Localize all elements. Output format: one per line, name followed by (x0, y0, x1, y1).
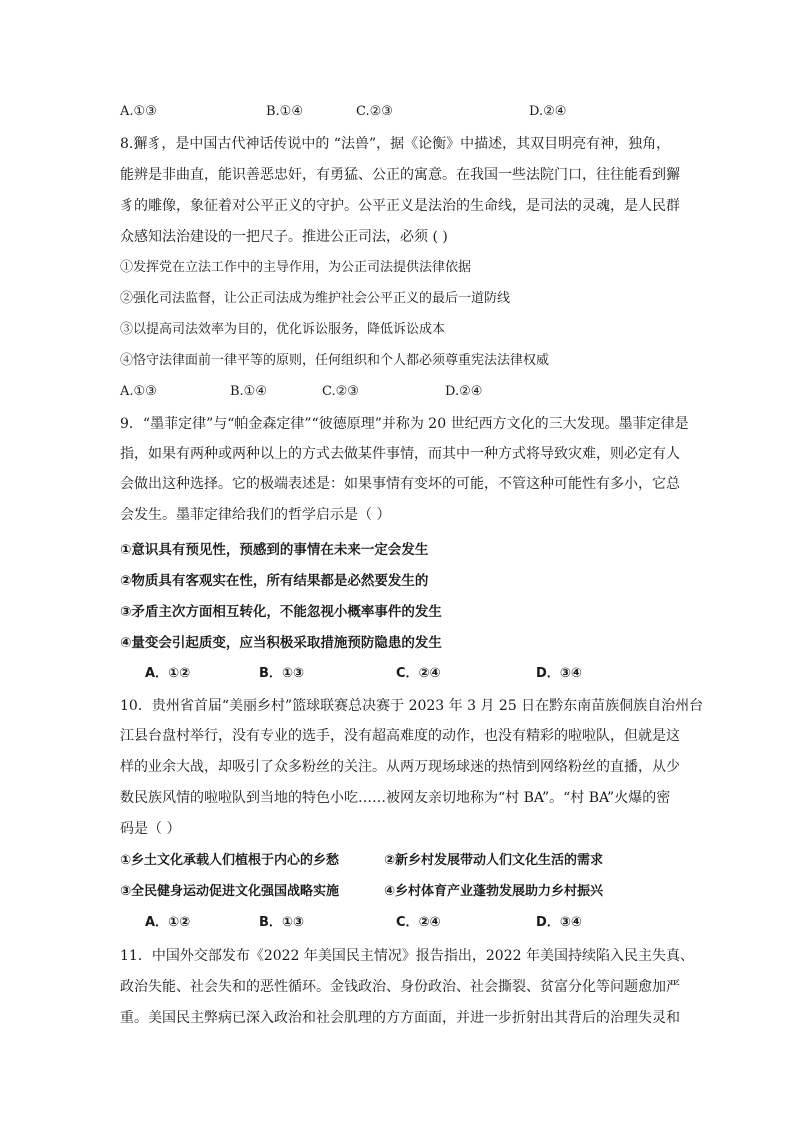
q10-statement: ①乡土文化承载人们植根于内心的乡愁 (120, 853, 340, 868)
q8-stem-line: 豸的雕像，象征着对公平正义的守护。公平正义是法治的生命线，是司法的灵魂，是人民群 (120, 198, 680, 214)
q9-option-c: C．②④ (396, 666, 441, 681)
q10-stem-line: 样的业余大战，却吸引了众多粉丝的关注。从两万现场球迷的热情到网络粉丝的直播，从少 (120, 759, 680, 775)
q9-stem-line: 会发生。墨菲定律给我们的哲学启示是（ ） (120, 507, 391, 523)
q7-option-d: D.②④ (529, 104, 567, 119)
q8-option-b: B.①④ (230, 384, 267, 399)
q7-option-c: C.②③ (356, 104, 393, 119)
q11-stem-line: 政治失能、社会失和的恶性循环。金钱政治、身份政治、社会撕裂、贫富分化等问题愈加严 (120, 979, 680, 995)
q10-option-a: A．①② (145, 915, 191, 930)
q10-stem-line: 10．贵州省首届“美丽乡村”篮球联赛总决赛于 2023 年 3 月 25 日在黔东南苗族侗族自治州台 (120, 698, 704, 714)
q7-option-a: A.①③ (120, 104, 157, 119)
q10-option-b: B．①③ (259, 915, 304, 930)
q9-statement: ②物质具有客观实在性，所有结果都是必然要发生的 (120, 573, 429, 589)
q9-option-b: B．①③ (259, 666, 304, 681)
q9-statement: ①意识具有预见性，预感到的事情在未来一定会发生 (120, 542, 429, 558)
q8-statement: ③以提高司法效率为目的，优化诉讼服务，降低诉讼成本 (120, 322, 446, 337)
q8-statement: ②强化司法监督，让公正司法成为维护社会公平正义的最后一道防线 (120, 291, 511, 306)
q10-statement: ③全民健身运动促进文化强国战略实施 (120, 884, 340, 899)
q8-statement: ①发挥党在立法工作中的主导作用，为公正司法提供法律依据 (120, 260, 472, 275)
q9-stem-line: 指，如果有两种或两种以上的方式去做某件事情，而其中一种方式将导致灾难，则必定有人 (120, 446, 680, 462)
q8-option-c: C.②③ (322, 384, 359, 399)
q9-statement: ③矛盾主次方面相互转化，不能忽视小概率事件的发生 (120, 604, 442, 620)
q10-statement: ②新乡村发展带动人们文化生活的需求 (384, 853, 604, 868)
q8-stem-line: 8.獬豸，是中国古代神话传说中的 “法兽”，据《论衡》中描述，其双目明亮有神，独角， (120, 136, 671, 152)
q9-option-d: D．③④ (536, 666, 582, 681)
q10-stem-line: 江县台盘村举行，没有专业的选手，没有超高难度的动作，也没有精彩的啦啦队，但就是这 (120, 728, 680, 744)
q10-statement: ④乡村体育产业蓬勃发展助力乡村振兴 (384, 884, 604, 899)
q11-stem-line: 11．中国外交部发布《2022 年美国民主情况》报告指出，2022 年美国持续陷入民主失真、 (120, 948, 694, 964)
q10-option-c: C．②④ (396, 915, 441, 930)
q11-stem-line: 重。美国民主弊病已深入政治和社会肌理的方方面面，并进一步折射出其背后的治理失灵和 (120, 1010, 680, 1026)
q8-option-a: A.①③ (120, 384, 157, 399)
q10-stem-line: 码是（ ） (120, 821, 181, 837)
q10-stem-line: 数民族风情的啦啦队到当地的特色小吃……被网友亲切地称为“村 BA”。“村 BA”火爆的密 (120, 790, 671, 806)
q8-stem-line: 众感知法治建设的一把尺子。推进公正司法，必须 ( ) (120, 229, 448, 245)
q8-statement: ④恪守法律面前一律平等的原则，任何组织和个人都必须尊重宪法法律权威 (120, 353, 550, 368)
q7-option-b: B.①④ (266, 104, 303, 119)
q9-statement: ④量变会引起质变，应当积极采取措施预防隐患的发生 (120, 635, 442, 651)
q9-stem-line: 9．“墨菲定律”与“帕金森定律”“彼德原理”并称为 20 世纪西方文化的三大发现。墨菲定律是 (120, 416, 689, 432)
q8-stem-line: 能辨是非曲直，能识善恶忠奸，有勇猛、公正的寓意。在我国一些法院门口，往往能看到獬 (120, 167, 680, 183)
q10-option-d: D．③④ (536, 915, 582, 930)
q9-stem-line: 会做出这种选择。它的极端表述是：如果事情有变坏的可能，不管这种可能性有多小，它总 (120, 476, 680, 492)
q9-option-a: A．①② (145, 666, 191, 681)
q8-option-d: D.②④ (445, 384, 483, 399)
